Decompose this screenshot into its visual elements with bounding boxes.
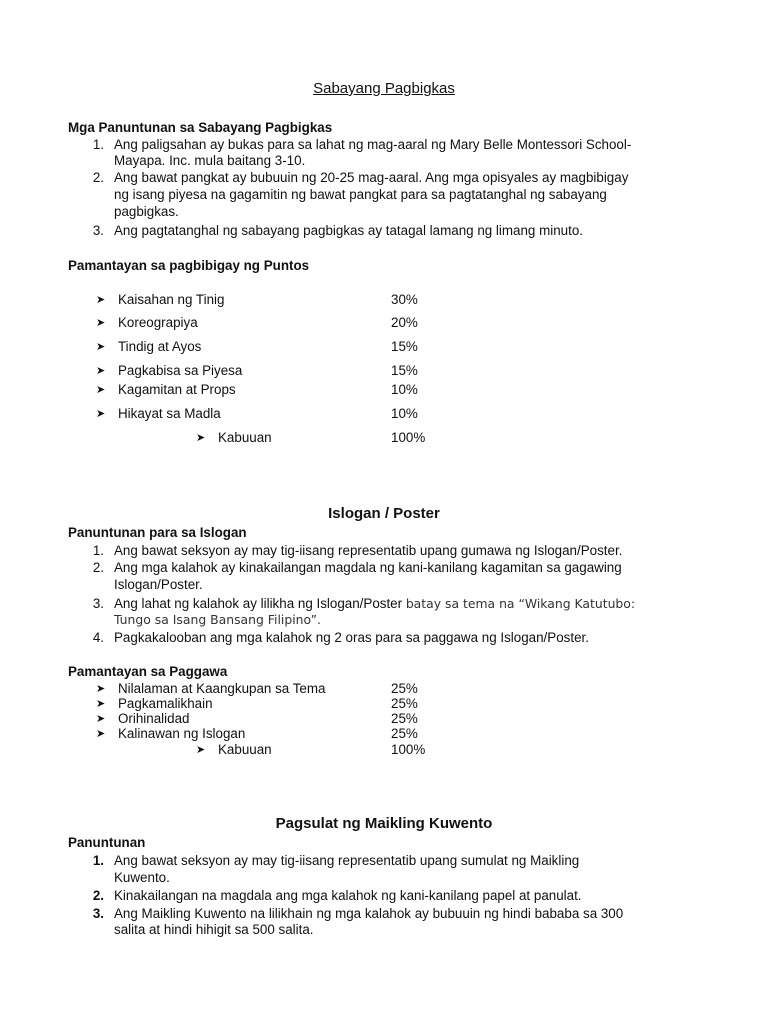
criterion-value: 20%: [391, 315, 418, 330]
criterion-label: Kalinawan ng Islogan: [118, 726, 246, 741]
rule-text-theme: batay sa tema na “Wikang Katutubo:: [405, 596, 636, 611]
rule-text-line: [114, 596, 635, 612]
criterion-value: 15%: [391, 363, 418, 378]
rule-number: 1.: [92, 543, 104, 558]
criterion-label: Kaisahan ng Tinig: [118, 292, 225, 307]
rule-text-line: Ang pagtatanghal ng sabayang pagbigkas ay tatagal lamang ng limang minuto.: [114, 223, 584, 238]
criterion-value: 25%: [391, 711, 418, 726]
criterion-value: 10%: [391, 406, 418, 421]
rule-number: 3.: [92, 906, 104, 921]
arrow-bullet-icon: ➤: [196, 432, 206, 444]
rule-number: 1.: [92, 137, 104, 152]
rule-text-line: Ang bawat pangkat ay bubuuin ng 20-25 mag-aaral. Ang mga opisyales ay magbibigay: [114, 170, 629, 185]
criterion-label: Tindig at Ayos: [118, 339, 202, 354]
rule-number: 2.: [92, 170, 104, 185]
rule-number: 2.: [92, 560, 104, 575]
criterion-label: Hikayat sa Madla: [118, 406, 221, 421]
criterion-label: Pagkamalikhain: [118, 696, 213, 711]
criterion-label: Nilalaman at Kaangkupan sa Tema: [118, 681, 326, 696]
total-value: 100%: [391, 430, 426, 445]
rule-text-line: Pagkakalooban ang mga kalahok ng 2 oras para sa paggawa ng Islogan/Poster.: [114, 630, 589, 645]
arrow-bullet-icon: ➤: [96, 365, 106, 377]
criterion-label: Koreograpiya: [118, 315, 198, 330]
criteria-heading-islogan: Pamantayan sa Paggawa: [68, 664, 228, 679]
rule-text-line: Ang bawat seksyon ay may tig-iisang representatib upang gumawa ng Islogan/Poster.: [114, 543, 623, 558]
criterion-value: 10%: [391, 382, 418, 397]
rule-text-line: Tungo sa Isang Bansang Filipino”.: [114, 612, 321, 627]
criterion-label: Kagamitan at Props: [118, 382, 236, 397]
criterion-label: Pagkabisa sa Piyesa: [118, 363, 243, 378]
criterion-value: 25%: [391, 681, 418, 696]
rule-text-line: Ang paligsahan ay bukas para sa lahat ng mag-aaral ng Mary Belle Montessori School-: [114, 137, 632, 152]
rule-text-line: Kuwento.: [114, 870, 170, 885]
criterion-value: 30%: [391, 292, 418, 307]
criterion-value: 25%: [391, 696, 418, 711]
rule-text-line: Ang mga kalahok ay kinakailangan magdala ng kani-kanilang kagamitan sa gagawing: [114, 560, 622, 575]
rule-number: 3.: [92, 596, 104, 611]
arrow-bullet-icon: ➤: [96, 294, 106, 306]
arrow-bullet-icon: ➤: [96, 384, 106, 396]
rule-text-line: Mayapa. Inc. mula baitang 3-10.: [114, 153, 306, 168]
rule-number: 4.: [92, 630, 104, 645]
rules-heading-islogan: Panuntunan para sa Islogan: [68, 525, 247, 540]
rule-text-line: Ang Maikling Kuwento na lilikhain ng mga kalahok ay bubuuin ng hindi bababa sa 300: [114, 906, 624, 921]
total-label: Kabuuan: [218, 430, 272, 445]
arrow-bullet-icon: ➤: [96, 698, 106, 710]
arrow-bullet-icon: ➤: [96, 683, 106, 695]
rule-number: 3.: [92, 223, 104, 238]
arrow-bullet-icon: ➤: [96, 408, 106, 420]
criterion-value: 15%: [391, 339, 418, 354]
total-label: Kabuuan: [218, 742, 272, 757]
rule-text-line: ng isang piyesa na gagamitin ng bawat pangkat para sa pagtatanghal ng sabayang: [114, 187, 607, 202]
arrow-bullet-icon: ➤: [96, 713, 106, 725]
criteria-heading-sabayang: Pamantayan sa pagbibigay ng Puntos: [68, 258, 310, 273]
rules-heading-kuwento: Panuntunan: [68, 835, 146, 850]
section-title-sabayang: Sabayang Pagbigkas: [313, 80, 455, 97]
section-title-islogan: Islogan / Poster: [328, 505, 440, 522]
rule-number: 2.: [92, 888, 104, 903]
arrow-bullet-icon: ➤: [96, 728, 106, 740]
criterion-value: 25%: [391, 726, 418, 741]
rule-text-line: Islogan/Poster.: [114, 577, 203, 592]
rules-heading-sabayang: Mga Panuntunan sa Sabayang Pagbigkas: [68, 120, 333, 135]
arrow-bullet-icon: ➤: [196, 744, 206, 756]
total-value: 100%: [391, 742, 426, 757]
rule-text-line: Kinakailangan na magdala ang mga kalahok ng kani-kanilang papel at panulat.: [114, 888, 582, 903]
arrow-bullet-icon: ➤: [96, 341, 106, 353]
rule-text-main: Ang lahat ng kalahok ay lilikha ng Islogan/Poster: [114, 596, 406, 611]
rule-text-line: salita at hindi hihigit sa 500 salita.: [114, 922, 314, 937]
section-title-kuwento: Pagsulat ng Maikling Kuwento: [275, 815, 493, 832]
rule-number: 1.: [92, 853, 104, 868]
rule-text-line: Ang bawat seksyon ay may tig-iisang representatib upang sumulat ng Maikling: [114, 853, 580, 868]
arrow-bullet-icon: ➤: [96, 317, 106, 329]
criterion-label: Orihinalidad: [118, 711, 190, 726]
rule-text-line: pagbigkas.: [114, 204, 179, 219]
